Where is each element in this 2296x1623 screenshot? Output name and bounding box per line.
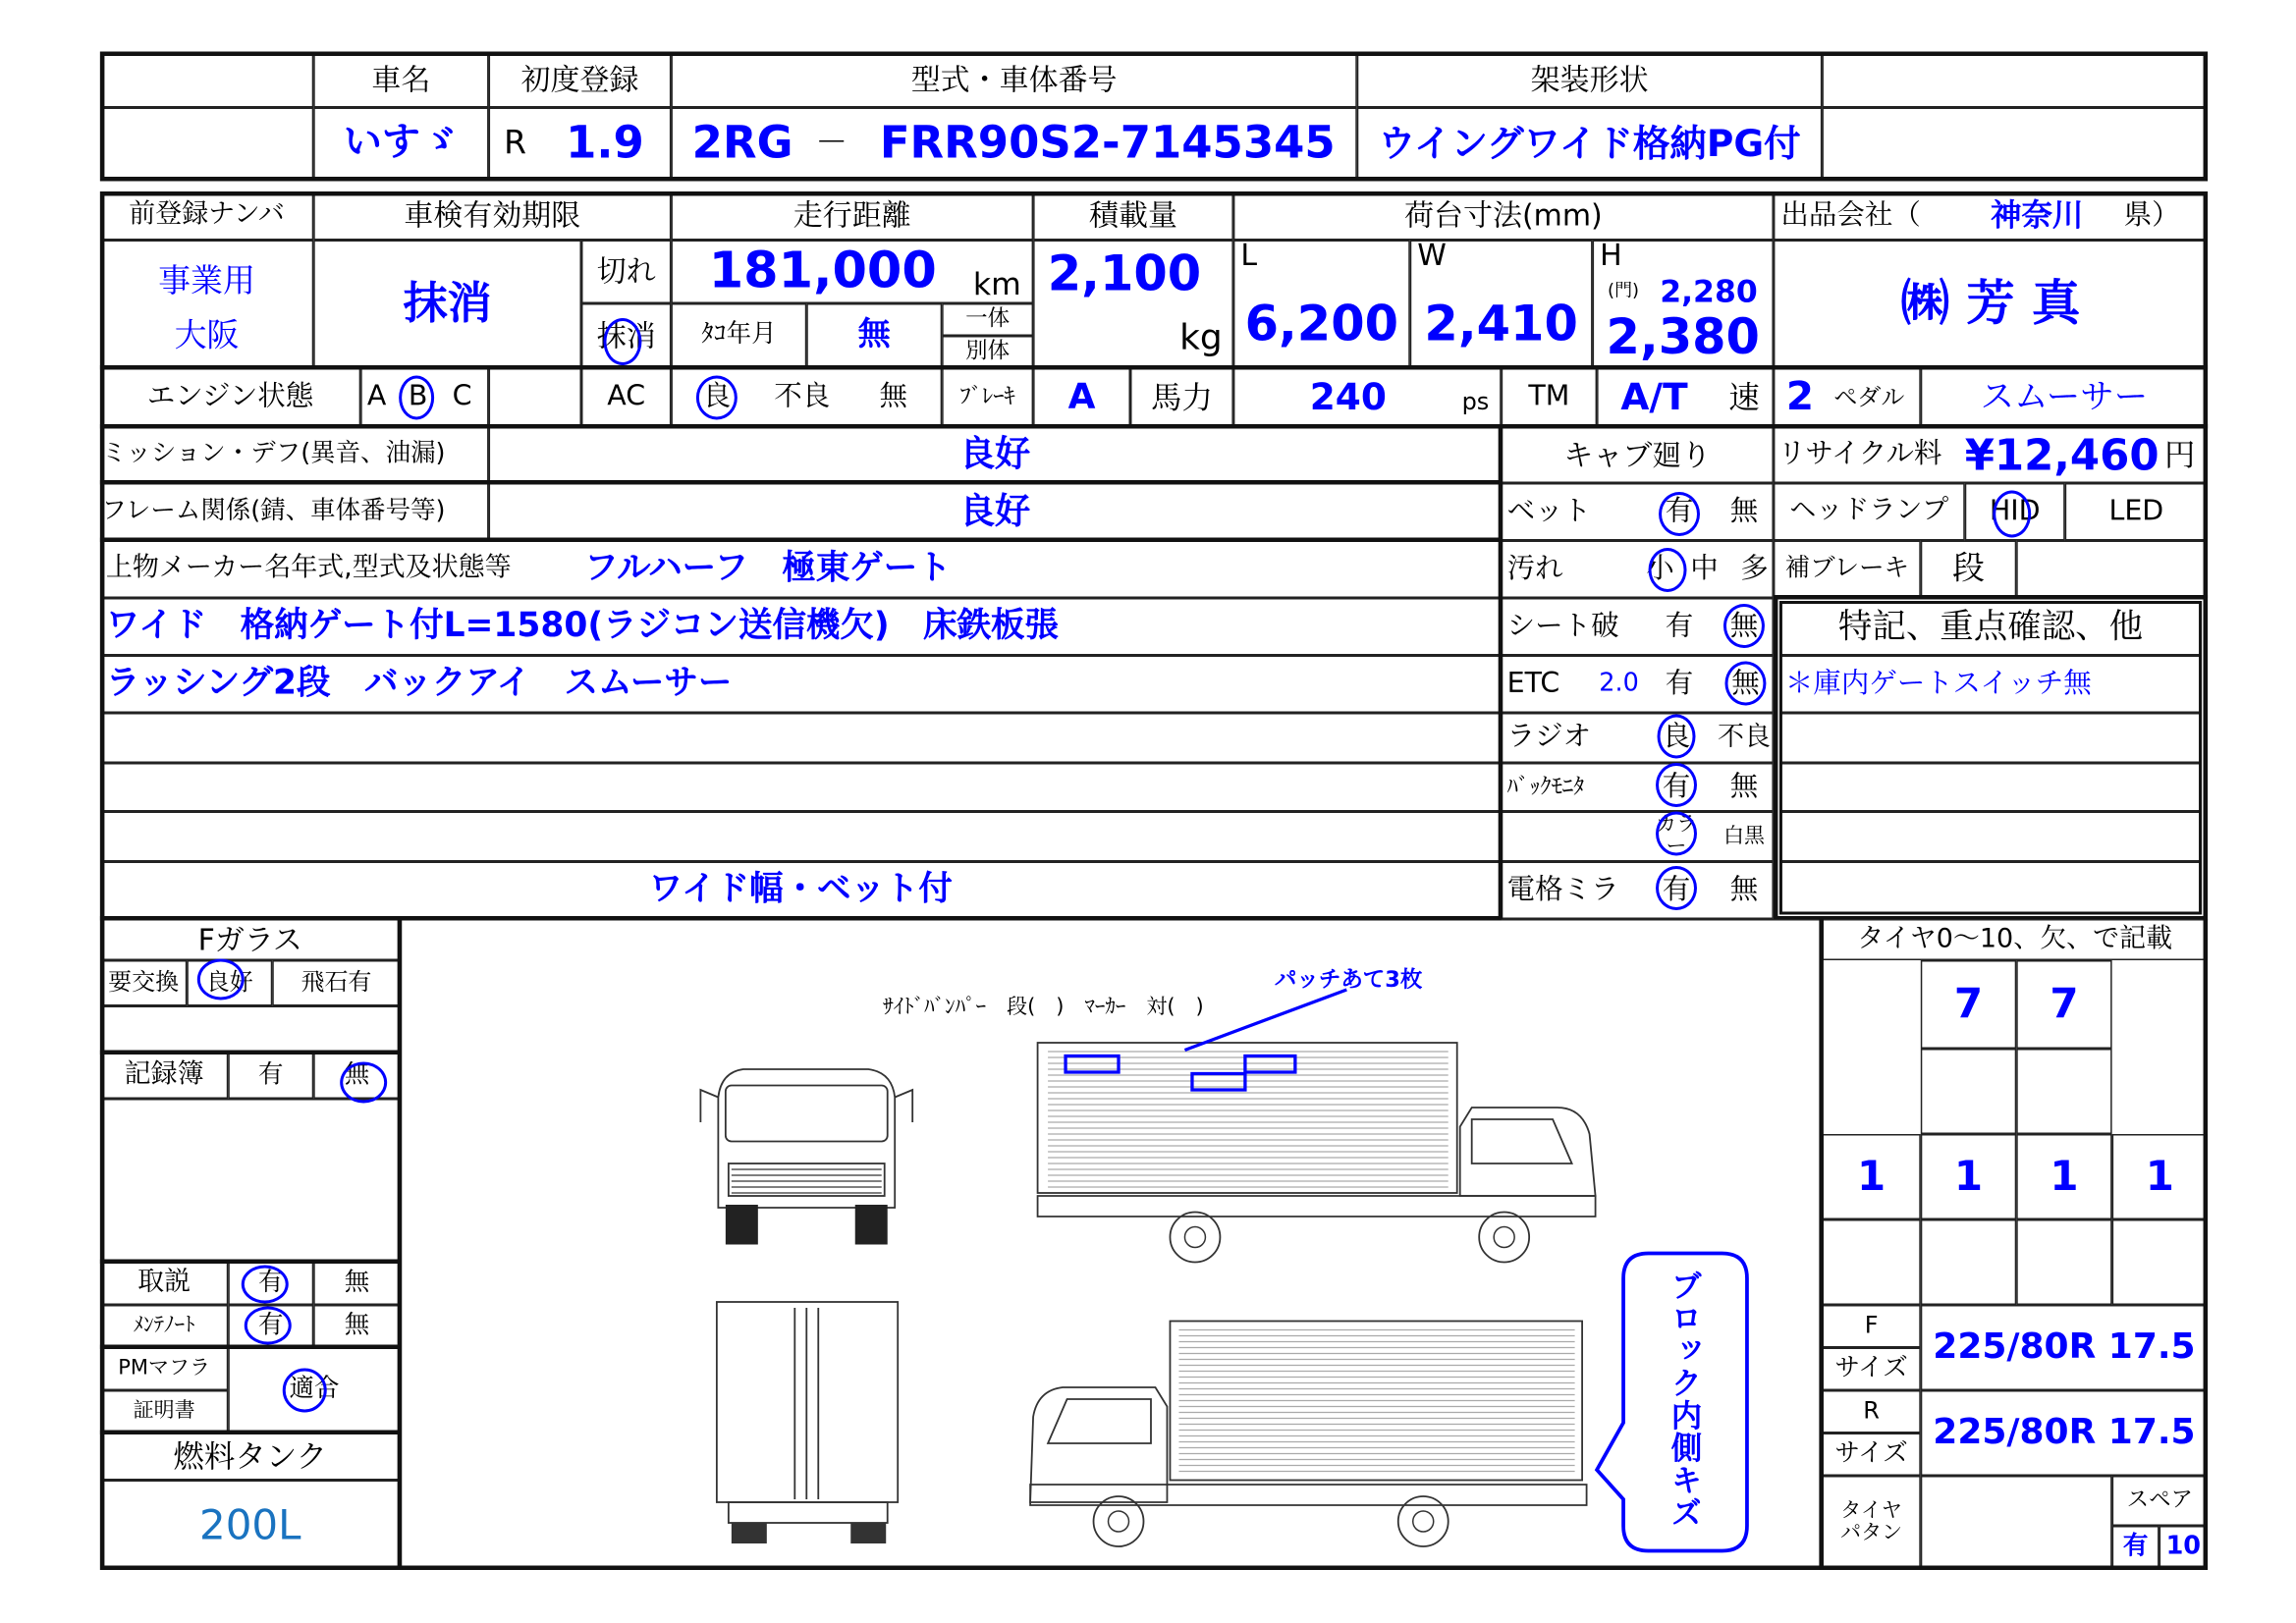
divider <box>1819 919 1823 1570</box>
selection-circle <box>603 318 641 365</box>
record-label: 記録簿 <box>100 1054 228 1100</box>
cab-option: 有 <box>1662 769 1691 802</box>
notes-item: ＊庫内ゲートスイッチ無 <box>1784 666 2092 699</box>
cab-item-label: 汚れ <box>1506 551 1563 584</box>
selection-circle <box>245 1307 292 1345</box>
front-tire-size: 225/80R 17.5 <box>1921 1305 2208 1390</box>
tire-title: タイヤ0～10、欠、で記載 <box>1822 919 2208 960</box>
ac-none: 無 <box>879 380 907 413</box>
expired-option: 切れ <box>581 241 671 304</box>
headlamp-led: LED <box>2065 483 2208 541</box>
integrated-option: 一体 <box>942 303 1033 336</box>
cab-option: 有 <box>1665 494 1694 527</box>
glass-replace: 要交換 <box>100 960 187 1006</box>
manual-no: 無 <box>313 1263 400 1306</box>
cab-option: 良 <box>1662 720 1691 753</box>
tire-rear: 1 <box>1921 1134 2016 1219</box>
bed-width: 2,410 <box>1424 294 1578 352</box>
speed-label: 速 <box>1728 379 1760 415</box>
divider <box>100 1051 401 1055</box>
glass-label: Fガラス <box>100 919 401 960</box>
first-reg-era: R <box>504 126 526 163</box>
bed-length: 6,200 <box>1244 294 1399 352</box>
maker-value: いすゞ <box>313 108 488 182</box>
selection-circle <box>197 959 245 1001</box>
model-label: 型式・車体番号 <box>671 52 1356 108</box>
body-type-label: 架装形状 <box>1357 52 1823 108</box>
gate-label: (門) <box>1608 279 1640 300</box>
header-table <box>100 52 2208 182</box>
ac-bad: 不良 <box>774 380 831 413</box>
seller-prefecture: 神奈川 <box>1990 197 2084 234</box>
manual-yes: 有 <box>228 1263 313 1306</box>
body-maker: フルハーフ 極東ゲート <box>583 550 952 589</box>
headlamp-hid: HID <box>1965 483 2065 541</box>
cab-option: 不良 <box>1717 721 1771 752</box>
cab-item-label: ベット <box>1506 494 1592 527</box>
headlamp-label: ヘッドランプ <box>1774 483 1965 541</box>
selection-circle <box>1659 492 1700 536</box>
selection-circle <box>242 1266 289 1304</box>
divider <box>1499 424 1503 919</box>
etc-version: 2.0 <box>1599 668 1639 698</box>
cab-item-label: シート破 <box>1506 609 1619 642</box>
record-no: 無 <box>313 1054 400 1100</box>
cab-option: 無 <box>1729 872 1759 905</box>
power-label: 馬力 <box>1130 368 1233 427</box>
rear-size-label: R <box>1822 1390 1920 1434</box>
divider <box>100 916 1502 921</box>
mileage-unit: km <box>972 266 1021 302</box>
aux-brake-label: 補ブレーキ <box>1774 541 1921 599</box>
notes-title: 特記、重点確認、他 <box>1779 601 2202 656</box>
divider <box>1771 424 2208 429</box>
bed-height: 2,380 <box>1606 307 1760 365</box>
body-type: ウイングワイド格納PG付 <box>1357 108 1823 182</box>
divider <box>100 538 1502 543</box>
selection-circle <box>1723 604 1765 648</box>
size-label: サイズ <box>1822 1348 1920 1391</box>
tacho-value: 無 <box>806 303 942 368</box>
engine-label: エンジン状態 <box>100 368 360 427</box>
frame-value: 良好 <box>489 483 1502 541</box>
cab-option: 有 <box>1662 872 1691 905</box>
selection-circle <box>1649 548 1687 592</box>
ac-good: 良 <box>702 380 732 413</box>
fuel-label: 燃料タンク <box>100 1434 401 1481</box>
recycle-unit: 円 <box>2163 437 2196 473</box>
cab-item-label: 電格ミラ <box>1506 872 1619 905</box>
tire-rear: 1 <box>2112 1134 2208 1219</box>
prev-plate-region: 大阪 <box>174 318 240 356</box>
inspection-value: 抹消 <box>313 241 581 369</box>
seller-name: ㈱ 芳 真 <box>1774 241 2208 369</box>
divider <box>100 1431 401 1435</box>
selection-circle <box>1993 491 2031 538</box>
rear-tire-size: 225/80R 17.5 <box>1921 1390 2208 1476</box>
front-size-label: F <box>1822 1305 1920 1348</box>
cab-option: カラー <box>1656 813 1698 859</box>
bed-length-label: L <box>1240 236 1258 272</box>
glass-good: 良好 <box>187 960 272 1006</box>
cab-option: 小 <box>1646 551 1674 584</box>
frame-label: フレーム関係(錆、車体番号等) <box>100 483 489 541</box>
patch-note: パッチあて3枚 <box>1274 966 1423 994</box>
cab-label: キャブ廻り <box>1502 427 1774 483</box>
selection-circle <box>1656 812 1697 856</box>
capacity-value: 2,100 <box>1047 243 1202 302</box>
cab-option: 多 <box>1740 551 1769 584</box>
cab-item-label: ﾊﾞｯｸﾓﾆﾀ <box>1506 772 1585 799</box>
maint-no: 無 <box>313 1305 400 1348</box>
pedal-label: ペダル <box>1833 382 1905 410</box>
cab-item-label: ラジオ <box>1506 720 1592 753</box>
record-yes: 有 <box>228 1054 313 1100</box>
prefecture-suffix: 県） <box>2123 197 2180 231</box>
bed-width-label: W <box>1417 236 1447 272</box>
selection-circle <box>1658 715 1696 759</box>
mission-label: ミッション・デフ(異音、油漏) <box>100 427 489 483</box>
cab-option: 無 <box>1729 494 1759 527</box>
cab-option: 無 <box>1729 769 1759 802</box>
divider <box>100 1345 401 1350</box>
pedal-value: 2 <box>1785 373 1814 420</box>
tacho-label: ﾀｺ年月 <box>671 303 806 368</box>
cab-option: 中 <box>1690 551 1719 584</box>
pm-label: PMマフラ <box>100 1348 228 1391</box>
model-prefix: 2RG <box>691 118 793 170</box>
model-separator: － <box>815 126 848 163</box>
divider <box>100 365 2208 370</box>
chassis-number: FRR90S2-7145345 <box>879 118 1336 170</box>
gate-height: 2,280 <box>1660 273 1758 309</box>
tire-front: 7 <box>1921 960 2016 1049</box>
bed-size-label: 荷台寸法(mm) <box>1233 191 1774 241</box>
cancelled-option: 抹消 <box>581 303 671 368</box>
capacity-unit: kg <box>1179 317 1223 359</box>
bed-height-label: H <box>1600 236 1622 272</box>
cab-item-label: ETC <box>1506 666 1560 699</box>
spare-label: スペア <box>2112 1476 2208 1526</box>
glass-chip: 飛石有 <box>272 960 400 1006</box>
selection-circle <box>1656 763 1697 807</box>
selection-circle <box>399 376 434 420</box>
selection-circle <box>1656 866 1697 910</box>
spare-tread: 10 <box>2159 1526 2208 1570</box>
body-line3: ラッシング2段 バックアイ スムーサー <box>105 665 733 704</box>
capacity-label: 積載量 <box>1033 191 1233 241</box>
power-value: 240 <box>1309 375 1387 418</box>
body-label: 上物メーカー名年式,型式及状態等 <box>105 552 512 584</box>
power-unit: ps <box>1461 386 1490 415</box>
tm-label: TM <box>1502 368 1597 427</box>
prev-plate-use: 事業用 <box>158 264 256 301</box>
maint-label: ﾒﾝﾃﾉｰﾄ <box>100 1305 228 1348</box>
tm-value: A/T <box>1620 375 1688 418</box>
recycle-amount: ¥12,460 <box>1964 429 2159 480</box>
divider <box>398 919 402 1570</box>
brake-label: ﾌﾞﾚｰｷ <box>942 368 1033 427</box>
cab-option: 有 <box>1665 666 1694 699</box>
separate-option: 別体 <box>942 336 1033 368</box>
cab-option: 無 <box>1729 609 1759 642</box>
mission-value: 良好 <box>489 427 1502 483</box>
selection-circle <box>340 1062 387 1104</box>
manual-label: 取説 <box>100 1263 228 1306</box>
selection-circle <box>283 1369 327 1413</box>
recycle-label: リサイクル料 <box>1777 437 1942 470</box>
divider <box>100 480 1502 485</box>
engine-grade-b: B <box>408 380 428 413</box>
spare-present: 有 <box>2112 1526 2159 1570</box>
inspection-label: 車検有効期限 <box>313 191 671 241</box>
engine-grade-a: A <box>366 380 387 413</box>
maint-yes: 有 <box>228 1305 313 1348</box>
block-damage-note: ブロック内側キズ <box>1667 1270 1703 1529</box>
mileage-value: 181,000 <box>708 241 937 300</box>
tire-rear: 1 <box>2016 1134 2111 1219</box>
cab-option: 有 <box>1665 609 1694 642</box>
body-line2: ワイド 格納ゲート付L=1580(ラジコン送信機欠) 床鉄板張 <box>105 607 1059 646</box>
ac-label: AC <box>581 368 671 427</box>
pm-value: 適合 <box>228 1348 400 1434</box>
smoother: スムーサー <box>1921 368 2208 427</box>
engine-grade-c: C <box>452 380 472 413</box>
side-bumper-label: ｻｲﾄﾞﾊﾞﾝﾊﾟｰ 段( ) ﾏｰｶｰ 対( ) <box>883 995 1204 1019</box>
tire-pattern-label: タイヤ パタン <box>1822 1476 1920 1570</box>
first-reg-value: 1.9 <box>566 118 644 170</box>
selection-circle <box>696 376 738 420</box>
maker-label: 車名 <box>313 52 488 108</box>
tire-front: 7 <box>2016 960 2111 1049</box>
aux-brake-value: 段 <box>1921 541 2016 599</box>
pm-label: 証明書 <box>100 1390 228 1434</box>
cab-option: 白黒 <box>1722 824 1765 848</box>
mileage-label: 走行距離 <box>671 191 1033 241</box>
divider <box>100 1260 401 1265</box>
cab-option: 無 <box>1731 666 1760 699</box>
body-footer: ワイド幅・ベット付 <box>648 871 953 910</box>
size-label: サイズ <box>1822 1434 1920 1477</box>
selection-circle <box>1724 662 1766 706</box>
fuel-value: 200L <box>100 1481 401 1571</box>
brake-value: A <box>1033 368 1130 427</box>
seller-label: 出品会社（ <box>1780 197 1921 231</box>
tire-rear: 1 <box>1822 1134 1920 1219</box>
prev-plate-label: 前登録ナンバ <box>100 191 313 241</box>
first-reg-label: 初度登録 <box>489 52 672 108</box>
